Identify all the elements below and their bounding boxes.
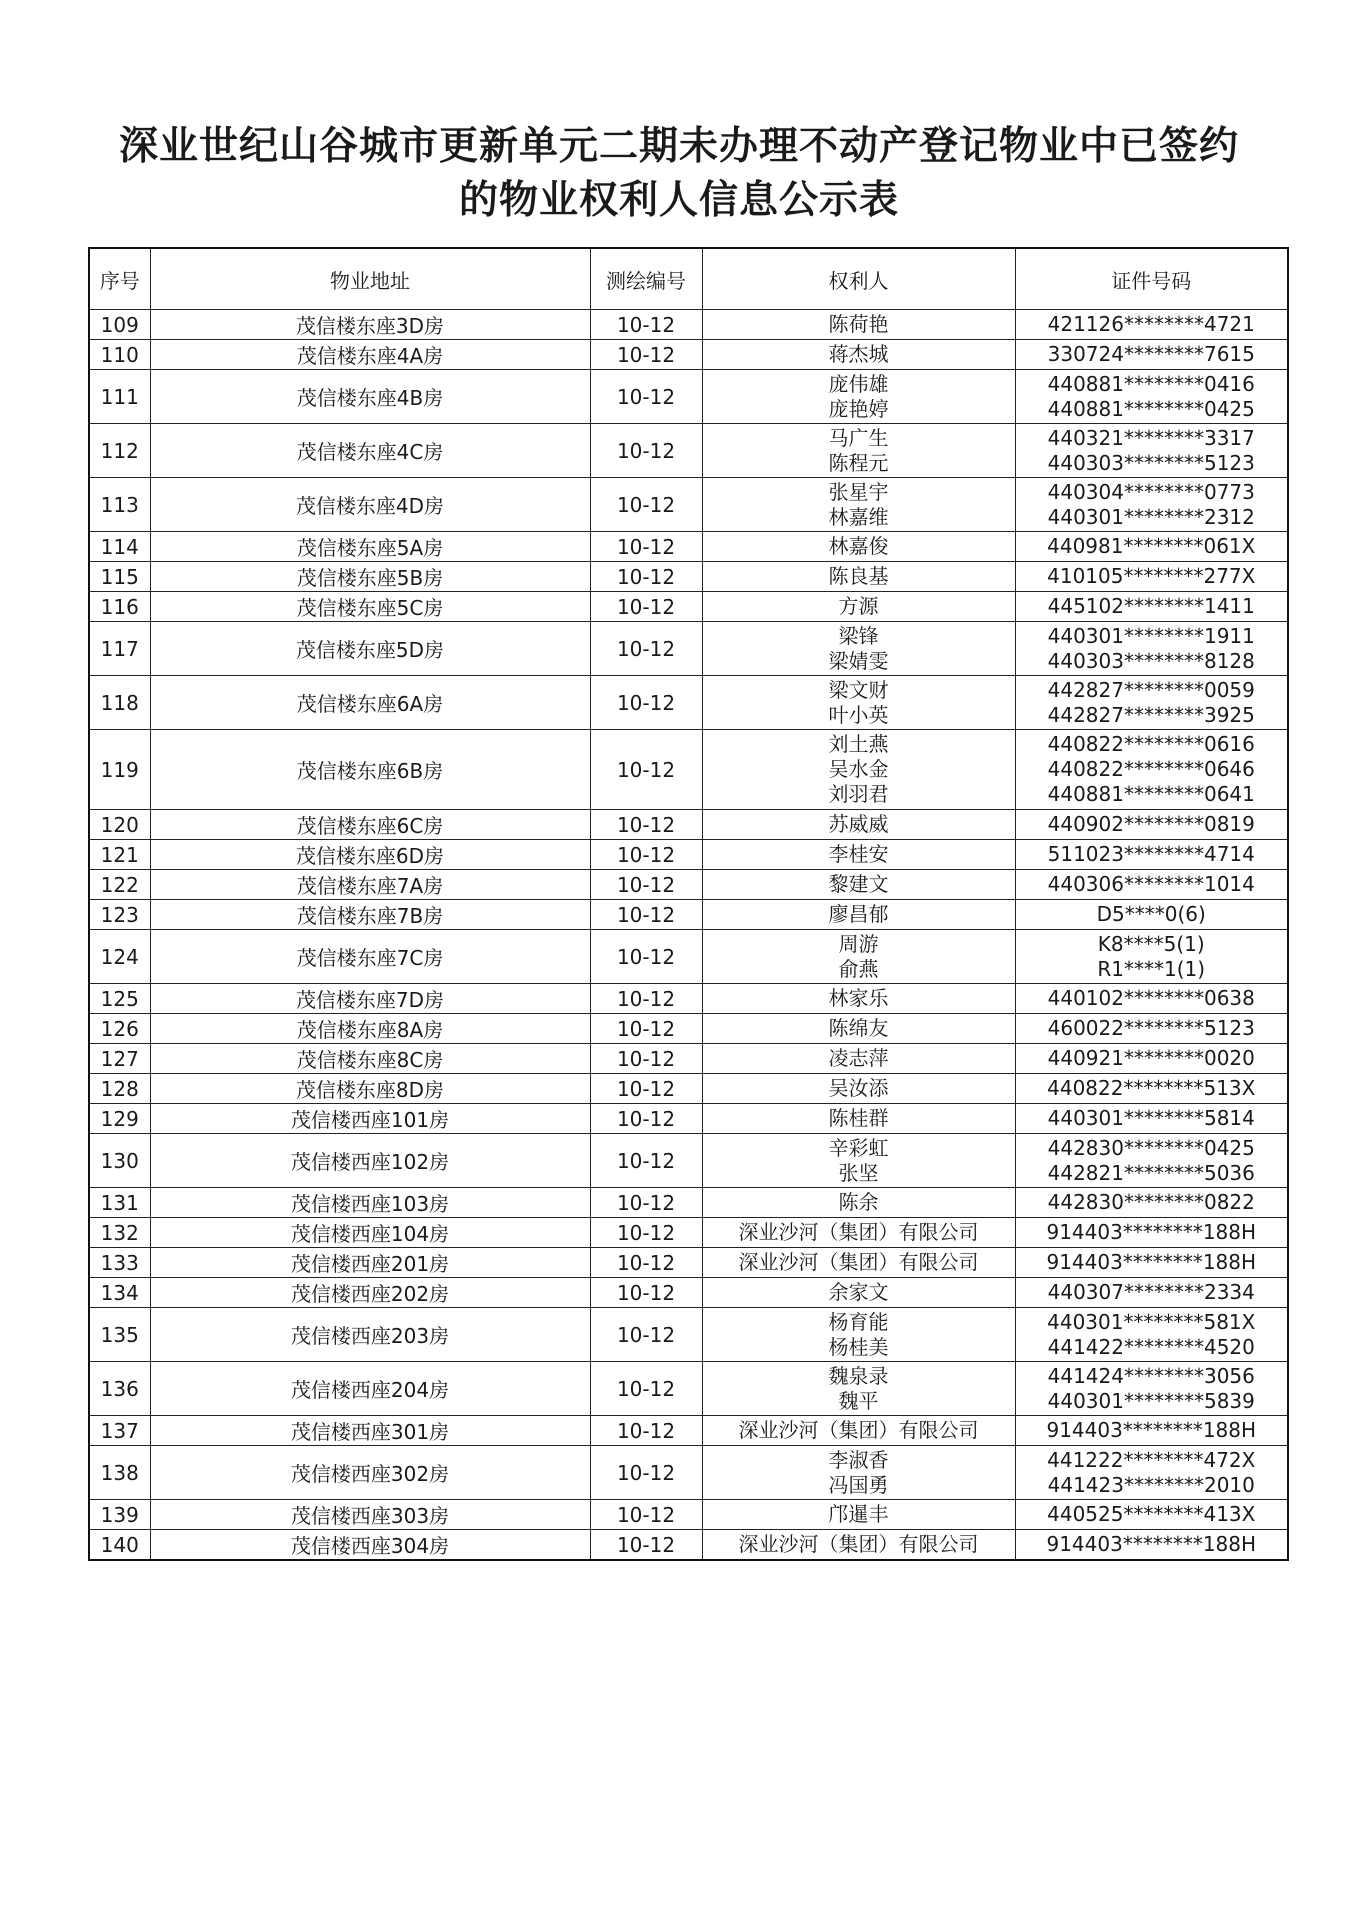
table-row	[89, 1308, 1288, 1362]
cell-serial-number: 136	[89, 1362, 150, 1416]
cell-serial-number: 128	[89, 1074, 150, 1104]
table-row	[89, 1278, 1288, 1308]
table-row	[89, 340, 1288, 370]
table-row	[89, 984, 1288, 1014]
owner-name: 张坚	[838, 1160, 879, 1185]
id-number: 440301********2312	[1047, 504, 1255, 529]
table-row	[89, 840, 1288, 870]
owner-name: 冯国勇	[828, 1472, 889, 1497]
cell-property-address: 茂信楼西座202房	[150, 1278, 590, 1308]
owner-name: 黎建文	[828, 872, 889, 896]
cell-property-address: 茂信楼西座103房	[150, 1188, 590, 1218]
cell-owner	[702, 676, 1015, 730]
cell-id-number	[1015, 1104, 1288, 1134]
cell-id-number	[1015, 370, 1288, 424]
cell-property-address: 茂信楼东座8D房	[150, 1074, 590, 1104]
cell-id-number	[1015, 1500, 1288, 1530]
id-number: 914403********188H	[1046, 1250, 1257, 1274]
id-number: 440525********413X	[1047, 1502, 1256, 1526]
cell-owner	[702, 930, 1015, 984]
cell-survey-code: 10-12	[590, 840, 702, 870]
cell-owner	[702, 730, 1015, 810]
id-number: 440881********0416	[1047, 371, 1255, 396]
cell-survey-code: 10-12	[590, 1530, 702, 1561]
cell-owner	[702, 1248, 1015, 1278]
cell-survey-code: 10-12	[590, 532, 702, 562]
id-number: 440102********0638	[1047, 986, 1255, 1010]
cell-serial-number: 127	[89, 1044, 150, 1074]
cell-property-address: 茂信楼东座6A房	[150, 676, 590, 730]
cell-property-address: 茂信楼东座6D房	[150, 840, 590, 870]
owner-name: 刘羽君	[828, 782, 889, 807]
id-number: 442830********0425	[1047, 1135, 1255, 1160]
owner-name: 蒋杰城	[828, 342, 889, 366]
header-id-number: 证件号码	[1015, 248, 1288, 310]
cell-id-number	[1015, 1416, 1288, 1446]
cell-survey-code: 10-12	[590, 1074, 702, 1104]
id-number: 440881********0425	[1047, 396, 1255, 421]
cell-property-address: 茂信楼东座5D房	[150, 622, 590, 676]
table-row	[89, 1044, 1288, 1074]
cell-property-address: 茂信楼东座7B房	[150, 900, 590, 930]
cell-property-address: 茂信楼东座7A房	[150, 870, 590, 900]
id-number: 440301********5839	[1047, 1388, 1255, 1413]
cell-owner	[702, 424, 1015, 478]
id-number: 914403********188H	[1046, 1220, 1257, 1244]
cell-serial-number: 124	[89, 930, 150, 984]
cell-serial-number: 126	[89, 1014, 150, 1044]
cell-property-address: 茂信楼西座301房	[150, 1416, 590, 1446]
owner-name: 凌志萍	[828, 1046, 889, 1070]
cell-survey-code: 10-12	[590, 592, 702, 622]
cell-property-address: 茂信楼东座6C房	[150, 810, 590, 840]
cell-id-number	[1015, 1362, 1288, 1416]
owner-name: 梁婧雯	[828, 648, 889, 673]
cell-id-number	[1015, 592, 1288, 622]
cell-survey-code: 10-12	[590, 1218, 702, 1248]
cell-serial-number: 138	[89, 1446, 150, 1500]
cell-survey-code: 10-12	[590, 622, 702, 676]
id-number: 440981********061X	[1047, 534, 1256, 558]
table-row	[89, 1218, 1288, 1248]
owner-name: 陈荷艳	[828, 312, 889, 336]
cell-owner	[702, 1218, 1015, 1248]
table-row	[89, 1530, 1288, 1561]
cell-id-number	[1015, 1134, 1288, 1188]
cell-owner	[702, 1134, 1015, 1188]
cell-property-address: 茂信楼东座4D房	[150, 478, 590, 532]
id-number: 440822********0646	[1047, 756, 1255, 781]
cell-id-number	[1015, 730, 1288, 810]
cell-serial-number: 113	[89, 478, 150, 532]
owner-name: 马广生	[828, 425, 889, 450]
id-number: 440301********581X	[1047, 1309, 1256, 1334]
id-number: 440303********8128	[1047, 648, 1255, 673]
cell-id-number	[1015, 478, 1288, 532]
owner-name: 陈绵友	[828, 1016, 889, 1040]
table-row	[89, 1134, 1288, 1188]
id-number: 440822********513X	[1047, 1076, 1256, 1100]
table-row	[89, 622, 1288, 676]
id-number: 441222********472X	[1047, 1447, 1256, 1472]
cell-survey-code: 10-12	[590, 900, 702, 930]
id-number: D5****0(6)	[1096, 902, 1206, 926]
cell-serial-number: 120	[89, 810, 150, 840]
owner-name: 陈程元	[828, 450, 889, 475]
table-row	[89, 1416, 1288, 1446]
cell-survey-code: 10-12	[590, 984, 702, 1014]
cell-property-address: 茂信楼东座5B房	[150, 562, 590, 592]
title-line-1: 深业世纪山谷城市更新单元二期未办理不动产登记物业中已签约	[118, 124, 1239, 169]
cell-serial-number: 112	[89, 424, 150, 478]
cell-id-number	[1015, 1308, 1288, 1362]
id-number: 442830********0822	[1047, 1190, 1255, 1214]
cell-property-address: 茂信楼东座7D房	[150, 984, 590, 1014]
id-number: 511023********4714	[1047, 842, 1255, 866]
owner-name: 深业沙河（集团）有限公司	[738, 1220, 979, 1244]
owner-name: 魏平	[838, 1388, 879, 1413]
cell-serial-number: 114	[89, 532, 150, 562]
id-number: 440321********3317	[1047, 425, 1255, 450]
cell-owner	[702, 840, 1015, 870]
id-number: 914403********188H	[1046, 1418, 1257, 1442]
cell-id-number	[1015, 340, 1288, 370]
cell-id-number	[1015, 840, 1288, 870]
cell-id-number	[1015, 1074, 1288, 1104]
cell-property-address: 茂信楼西座303房	[150, 1500, 590, 1530]
cell-owner	[702, 310, 1015, 340]
cell-id-number	[1015, 1044, 1288, 1074]
cell-owner	[702, 1500, 1015, 1530]
cell-survey-code: 10-12	[590, 478, 702, 532]
owner-name: 陈余	[838, 1190, 879, 1214]
owner-name: 周游	[838, 931, 879, 956]
owner-name: 方源	[838, 594, 879, 618]
document-title	[0, 120, 1358, 228]
table-body	[89, 310, 1288, 1561]
cell-survey-code: 10-12	[590, 370, 702, 424]
table-row	[89, 532, 1288, 562]
cell-id-number	[1015, 532, 1288, 562]
cell-owner	[702, 532, 1015, 562]
owner-name: 梁锋	[838, 623, 879, 648]
cell-id-number	[1015, 1530, 1288, 1561]
cell-serial-number: 134	[89, 1278, 150, 1308]
cell-id-number	[1015, 622, 1288, 676]
id-number: 440306********1014	[1047, 872, 1255, 896]
cell-property-address: 茂信楼东座8C房	[150, 1044, 590, 1074]
cell-survey-code: 10-12	[590, 1104, 702, 1134]
header-serial-number: 序号	[89, 248, 150, 310]
id-number: 440822********0616	[1047, 731, 1255, 756]
id-number: 440307********2334	[1047, 1280, 1255, 1304]
cell-owner	[702, 900, 1015, 930]
cell-serial-number: 115	[89, 562, 150, 592]
owner-name: 李淑香	[828, 1447, 889, 1472]
cell-survey-code: 10-12	[590, 562, 702, 592]
cell-owner	[702, 1362, 1015, 1416]
cell-serial-number: 130	[89, 1134, 150, 1188]
cell-owner	[702, 870, 1015, 900]
cell-survey-code: 10-12	[590, 1044, 702, 1074]
cell-survey-code: 10-12	[590, 870, 702, 900]
cell-survey-code: 10-12	[590, 1446, 702, 1500]
cell-survey-code: 10-12	[590, 424, 702, 478]
cell-serial-number: 110	[89, 340, 150, 370]
cell-owner	[702, 1044, 1015, 1074]
table-row	[89, 930, 1288, 984]
id-number: 914403********188H	[1046, 1532, 1257, 1556]
cell-property-address: 茂信楼东座5C房	[150, 592, 590, 622]
cell-owner	[702, 984, 1015, 1014]
cell-id-number	[1015, 424, 1288, 478]
owner-name: 辛彩虹	[828, 1135, 889, 1160]
cell-id-number	[1015, 930, 1288, 984]
cell-survey-code: 10-12	[590, 676, 702, 730]
owner-name: 林嘉维	[828, 504, 889, 529]
id-number: 440303********5123	[1047, 450, 1255, 475]
table-row	[89, 424, 1288, 478]
cell-serial-number: 132	[89, 1218, 150, 1248]
cell-id-number	[1015, 900, 1288, 930]
owner-name: 深业沙河（集团）有限公司	[738, 1250, 979, 1274]
id-number: R1****1(1)	[1097, 956, 1206, 981]
cell-owner	[702, 1014, 1015, 1044]
cell-property-address: 茂信楼东座4B房	[150, 370, 590, 424]
owner-name: 庞伟雄	[828, 371, 889, 396]
id-number: 421126********4721	[1047, 312, 1255, 336]
cell-property-address: 茂信楼西座203房	[150, 1308, 590, 1362]
cell-serial-number: 133	[89, 1248, 150, 1278]
table-row	[89, 730, 1288, 810]
owner-name: 陈良基	[828, 564, 889, 588]
cell-id-number	[1015, 562, 1288, 592]
cell-owner	[702, 340, 1015, 370]
cell-owner	[702, 1308, 1015, 1362]
header-owner: 权利人	[702, 248, 1015, 310]
cell-property-address: 茂信楼西座201房	[150, 1248, 590, 1278]
cell-serial-number: 119	[89, 730, 150, 810]
cell-survey-code: 10-12	[590, 1308, 702, 1362]
cell-id-number	[1015, 984, 1288, 1014]
owner-name: 杨育能	[828, 1309, 889, 1334]
cell-serial-number: 131	[89, 1188, 150, 1218]
table-row	[89, 676, 1288, 730]
cell-property-address: 茂信楼西座204房	[150, 1362, 590, 1416]
cell-survey-code: 10-12	[590, 1248, 702, 1278]
cell-serial-number: 116	[89, 592, 150, 622]
cell-survey-code: 10-12	[590, 1188, 702, 1218]
id-number: 410105********277X	[1047, 564, 1256, 588]
cell-id-number	[1015, 1248, 1288, 1278]
owner-name: 吴水金	[828, 756, 889, 781]
owner-name: 深业沙河（集团）有限公司	[738, 1532, 979, 1556]
table-row	[89, 310, 1288, 340]
cell-property-address: 茂信楼西座304房	[150, 1530, 590, 1561]
cell-owner	[702, 1416, 1015, 1446]
cell-survey-code: 10-12	[590, 1134, 702, 1188]
cell-survey-code: 10-12	[590, 1278, 702, 1308]
cell-survey-code: 10-12	[590, 1416, 702, 1446]
header-survey-code: 测绘编号	[590, 248, 702, 310]
id-number: 442827********0059	[1047, 677, 1255, 702]
cell-owner	[702, 622, 1015, 676]
owner-name: 刘土燕	[828, 731, 889, 756]
cell-property-address: 茂信楼东座4A房	[150, 340, 590, 370]
id-number: 460022********5123	[1047, 1016, 1255, 1040]
id-number: 441424********3056	[1047, 1363, 1255, 1388]
cell-survey-code: 10-12	[590, 930, 702, 984]
table-header-row	[89, 248, 1288, 310]
cell-owner	[702, 370, 1015, 424]
table-row	[89, 1500, 1288, 1530]
cell-serial-number: 121	[89, 840, 150, 870]
cell-owner	[702, 562, 1015, 592]
owner-name: 邝暹丰	[828, 1502, 889, 1526]
table-row	[89, 1362, 1288, 1416]
cell-id-number	[1015, 1278, 1288, 1308]
owner-name: 张星宇	[828, 479, 889, 504]
table-row	[89, 1074, 1288, 1104]
cell-serial-number: 140	[89, 1530, 150, 1561]
owner-name: 林家乐	[828, 986, 889, 1010]
owner-name: 叶小英	[828, 702, 889, 727]
table-row	[89, 1014, 1288, 1044]
cell-serial-number: 118	[89, 676, 150, 730]
cell-property-address: 茂信楼东座6B房	[150, 730, 590, 810]
table-row	[89, 370, 1288, 424]
owner-name: 廖昌郁	[828, 902, 889, 926]
table-row	[89, 1104, 1288, 1134]
cell-serial-number: 129	[89, 1104, 150, 1134]
owner-name: 深业沙河（集团）有限公司	[738, 1418, 979, 1442]
table-row	[89, 478, 1288, 532]
cell-survey-code: 10-12	[590, 810, 702, 840]
table-row	[89, 562, 1288, 592]
cell-survey-code: 10-12	[590, 1362, 702, 1416]
owner-name: 李桂安	[828, 842, 889, 866]
title-line-2: 的物业权利人信息公示表	[458, 178, 899, 223]
table-row	[89, 1248, 1288, 1278]
table-row	[89, 870, 1288, 900]
cell-survey-code: 10-12	[590, 1500, 702, 1530]
cell-serial-number: 123	[89, 900, 150, 930]
owner-info-table	[88, 247, 1289, 1561]
cell-id-number	[1015, 1188, 1288, 1218]
cell-id-number	[1015, 1014, 1288, 1044]
cell-id-number	[1015, 676, 1288, 730]
cell-id-number	[1015, 1446, 1288, 1500]
id-number: 440902********0819	[1047, 812, 1255, 836]
id-number: K8****5(1)	[1097, 931, 1205, 956]
owner-name: 陈桂群	[828, 1106, 889, 1130]
cell-owner	[702, 1278, 1015, 1308]
cell-survey-code: 10-12	[590, 340, 702, 370]
cell-property-address: 茂信楼西座101房	[150, 1104, 590, 1134]
cell-survey-code: 10-12	[590, 1014, 702, 1044]
owner-name: 梁文财	[828, 677, 889, 702]
cell-owner	[702, 1446, 1015, 1500]
cell-property-address: 茂信楼西座104房	[150, 1218, 590, 1248]
id-number: 330724********7615	[1047, 342, 1255, 366]
cell-property-address: 茂信楼东座8A房	[150, 1014, 590, 1044]
owner-name: 吴汝添	[828, 1076, 889, 1100]
cell-serial-number: 117	[89, 622, 150, 676]
owner-name: 苏威威	[828, 812, 889, 836]
cell-id-number	[1015, 870, 1288, 900]
cell-property-address: 茂信楼西座102房	[150, 1134, 590, 1188]
cell-owner	[702, 478, 1015, 532]
id-number: 440921********0020	[1047, 1046, 1255, 1070]
id-number: 440304********0773	[1047, 479, 1255, 504]
id-number: 440301********1911	[1047, 623, 1255, 648]
id-number: 440881********0641	[1047, 782, 1255, 807]
owner-name: 俞燕	[838, 956, 879, 981]
cell-id-number	[1015, 1218, 1288, 1248]
cell-owner	[702, 1530, 1015, 1561]
cell-survey-code: 10-12	[590, 730, 702, 810]
cell-id-number	[1015, 310, 1288, 340]
id-number: 440301********5814	[1047, 1106, 1255, 1130]
cell-id-number	[1015, 810, 1288, 840]
cell-owner	[702, 1074, 1015, 1104]
cell-property-address: 茂信楼西座302房	[150, 1446, 590, 1500]
cell-serial-number: 139	[89, 1500, 150, 1530]
header-property-address: 物业地址	[150, 248, 590, 310]
cell-owner	[702, 810, 1015, 840]
owner-name: 林嘉俊	[828, 534, 889, 558]
cell-owner	[702, 1188, 1015, 1218]
owner-name: 余家文	[828, 1280, 889, 1304]
owner-name: 庞艳婷	[828, 396, 889, 421]
table-row	[89, 810, 1288, 840]
id-number: 445102********1411	[1047, 594, 1255, 618]
cell-owner	[702, 592, 1015, 622]
cell-survey-code: 10-12	[590, 310, 702, 340]
table-row	[89, 1188, 1288, 1218]
owner-name: 魏泉录	[828, 1363, 889, 1388]
id-number: 441423********2010	[1047, 1472, 1255, 1497]
id-number: 441422********4520	[1047, 1334, 1255, 1359]
cell-owner	[702, 1104, 1015, 1134]
cell-serial-number: 122	[89, 870, 150, 900]
table-row	[89, 900, 1288, 930]
table-row	[89, 592, 1288, 622]
table-row	[89, 1446, 1288, 1500]
cell-property-address: 茂信楼东座5A房	[150, 532, 590, 562]
cell-property-address: 茂信楼东座7C房	[150, 930, 590, 984]
cell-serial-number: 125	[89, 984, 150, 1014]
cell-property-address: 茂信楼东座3D房	[150, 310, 590, 340]
cell-serial-number: 111	[89, 370, 150, 424]
id-number: 442821********5036	[1047, 1160, 1255, 1185]
owner-name: 杨桂美	[828, 1334, 889, 1359]
id-number: 442827********3925	[1047, 702, 1255, 727]
cell-property-address: 茂信楼东座4C房	[150, 424, 590, 478]
cell-serial-number: 137	[89, 1416, 150, 1446]
cell-serial-number: 109	[89, 310, 150, 340]
cell-serial-number: 135	[89, 1308, 150, 1362]
